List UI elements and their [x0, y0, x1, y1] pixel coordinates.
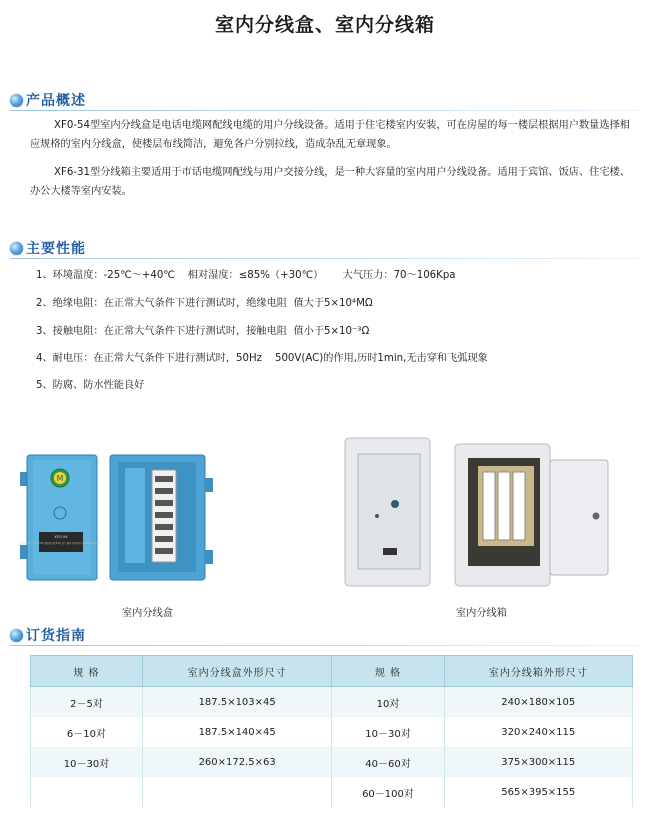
header-spec-box: 规 格	[31, 656, 143, 687]
table-cell	[31, 777, 143, 807]
performance-item-4: 4、耐电压：在正常大气条件下进行测试时，50Hz 500V(AC)的作用,历时1min,无击穿和飞弧现象	[36, 353, 488, 364]
table-row	[31, 717, 633, 747]
table-cell: 10－30对	[31, 747, 143, 777]
table-header-row	[31, 656, 633, 687]
order-divider	[10, 645, 640, 646]
box-plate-label: XF0-54	[54, 534, 68, 539]
table-cell: 320×240×115	[444, 717, 632, 747]
distribution-cabinet-image	[340, 436, 615, 591]
table-cell: 565×395×155	[444, 777, 632, 807]
distribution-cabinet-caption: 室内分线箱	[456, 608, 507, 619]
table-cell	[142, 777, 332, 807]
table-cell: 187.5×140×45	[142, 717, 332, 747]
order-table	[30, 655, 633, 807]
performance-item-3: 3、接触电阻：在正常大气条件下进行测试时，接触电阻 值小于5×10⁻³Ω	[36, 326, 370, 337]
bullet-icon	[10, 629, 23, 642]
table-cell: 10－30对	[332, 717, 444, 747]
table-cell: 60－100对	[332, 777, 444, 807]
table-cell: 240×180×105	[444, 687, 632, 718]
performance-heading: 主要性能	[26, 241, 86, 257]
svg-text:M: M	[56, 474, 64, 483]
table-cell: 260×172.5×63	[142, 747, 332, 777]
performance-header	[10, 238, 86, 258]
order-header	[10, 625, 86, 645]
overview-paragraph-2: XF6-31型分线箱主要适用于市话电缆网配线与用户交接分线，是一种大容量的室内用户分线设备。适用于宾馆、饭店、住宅楼、办公大楼等室内安装。	[30, 167, 630, 197]
overview-heading: 产品概述	[26, 93, 86, 109]
performance-item-1: 1、环境温度：-25℃～+40℃ 相对湿度：≤85%（+30℃） 大气压力：70～106Kpa	[36, 270, 456, 281]
page-title: 室内分线盒、室内分线箱	[214, 14, 435, 36]
table-cell: 40－60对	[332, 747, 444, 777]
overview-header	[10, 90, 86, 110]
table-row	[31, 777, 633, 807]
table-row	[31, 747, 633, 777]
table-cell: 6－10对	[31, 717, 143, 747]
distribution-box-image	[15, 450, 215, 590]
distribution-box-caption: 室内分线盒	[122, 608, 173, 619]
overview-divider	[10, 110, 640, 111]
table-cell: 10对	[332, 687, 444, 718]
box-plate-text: 室内分线盒 XF0-54型 配线容量 54对 出厂编号 制造单位 XXXX电讯器材厂	[21, 542, 101, 545]
performance-item-5: 5、防腐、防水性能良好	[36, 380, 145, 391]
bullet-icon	[10, 242, 23, 255]
performance-item-2: 2、绝缘电阻：在正常大气条件下进行测试时，绝缘电阻 值大于5×10⁴MΩ	[36, 298, 373, 309]
bullet-icon	[10, 94, 23, 107]
overview-paragraph-1: XF0-54型室内分线盒是电话电缆网配线电缆的用户分线设备。适用于住宅楼室内安装，可在房屋的每一楼层根据用户数量选择相应规格的室内分线盒，使楼层布线简洁，避免各户分别拉线，造成杂乱无章现象。	[30, 120, 630, 150]
order-heading: 订货指南	[26, 628, 86, 644]
header-spec-cabinet: 规 格	[332, 656, 444, 687]
table-cell: 2－5对	[31, 687, 143, 718]
table-cell: 187.5×103×45	[142, 687, 332, 718]
table-cell: 375×300×115	[444, 747, 632, 777]
header-box-size: 室内分线盒外形尺寸	[142, 656, 332, 687]
table-row	[31, 687, 633, 718]
header-cabinet-size: 室内分线箱外形尺寸	[444, 656, 632, 687]
performance-divider	[10, 258, 640, 259]
